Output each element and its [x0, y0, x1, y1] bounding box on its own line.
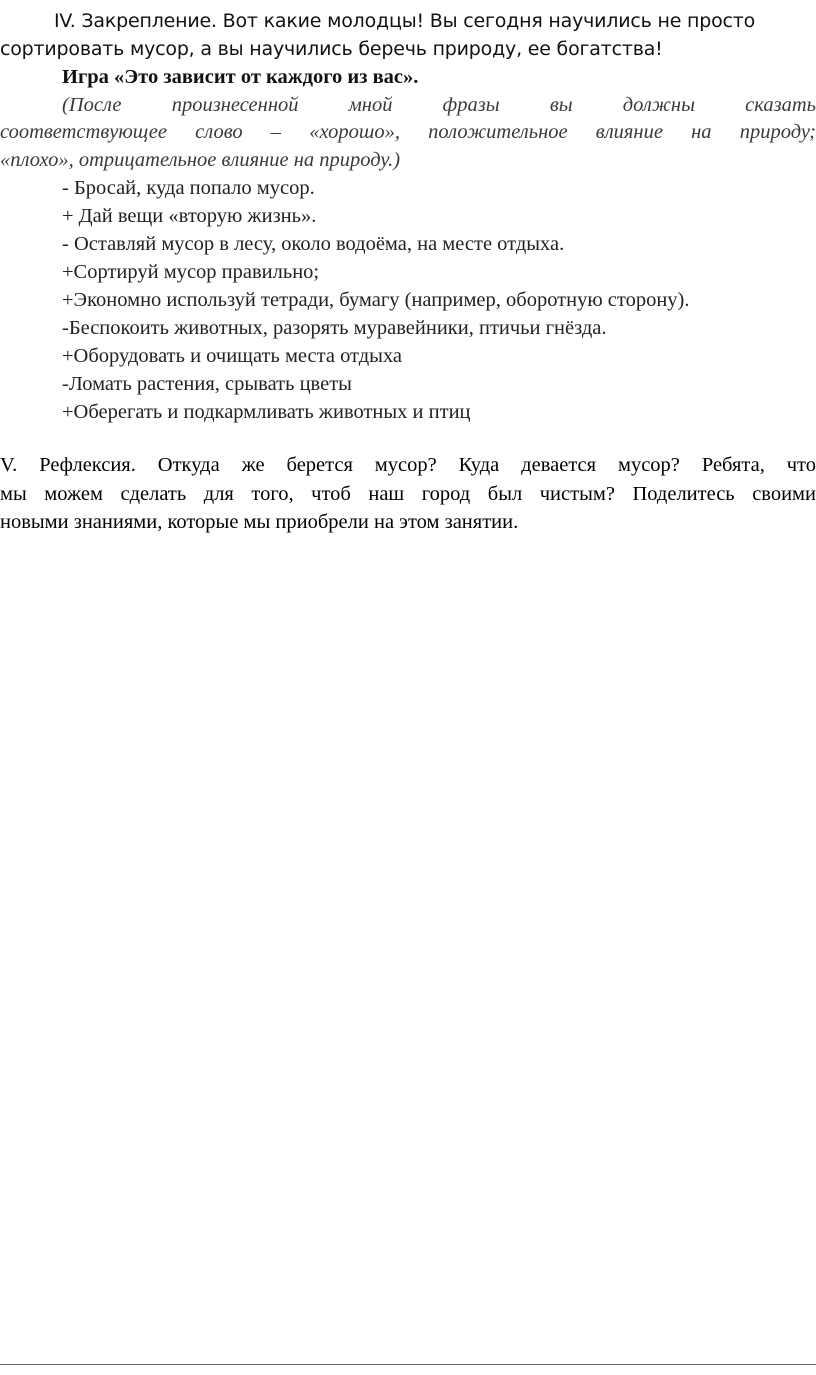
page-bottom-divider	[0, 1364, 816, 1365]
game-rule-item: -Ломать растения, срывать цветы	[62, 373, 352, 395]
game-rule-item: + Дай вещи «вторую жизнь».	[62, 205, 317, 227]
game-instruction-line-2: соответствующее слово – «хорошо», положительное влияние на природу;	[0, 121, 816, 143]
game-rule-item: - Бросай, куда попало мусор.	[62, 177, 315, 199]
section-5-heading-line: V. Рефлексия. Откуда же берется мусор? Куда девается мусор? Ребята, что	[0, 454, 816, 476]
section-4-heading-line: IV. Закрепление. Вот какие молодцы! Вы сегодня научились не просто	[54, 10, 756, 32]
section-5-text-line: новыми знаниями, которые мы приобрели на этом занятии.	[0, 511, 519, 533]
game-title: Игра «Это зависит от каждого из вас».	[62, 66, 419, 88]
game-rule-item: - Оставляй мусор в лесу, около водоёма, на месте отдыха.	[62, 233, 565, 255]
game-rule-item: +Оборудовать и очищать места отдыха	[62, 345, 403, 367]
game-instruction-line-1: (После произнесенной мной фразы вы должны сказать	[62, 94, 816, 116]
game-instruction-line-3: «плохо», отрицательное влияние на природу.)	[0, 149, 401, 171]
game-rule-item: +Экономно используй тетради, бумагу (например, оборотную сторону).	[62, 289, 690, 311]
game-rule-item: -Беспокоить животных, разорять муравейники, птичьи гнёзда.	[62, 317, 607, 339]
game-rule-item: +Оберегать и подкармливать животных и птиц	[62, 401, 471, 423]
section-4-text-line: сортировать мусор, а вы научились беречь природу, ее богатства!	[0, 38, 663, 60]
section-5-text-line: мы можем сделать для того, чтоб наш город был чистым? Поделитесь своими	[0, 483, 816, 505]
game-rule-item: +Сортируй мусор правильно;	[62, 261, 320, 283]
